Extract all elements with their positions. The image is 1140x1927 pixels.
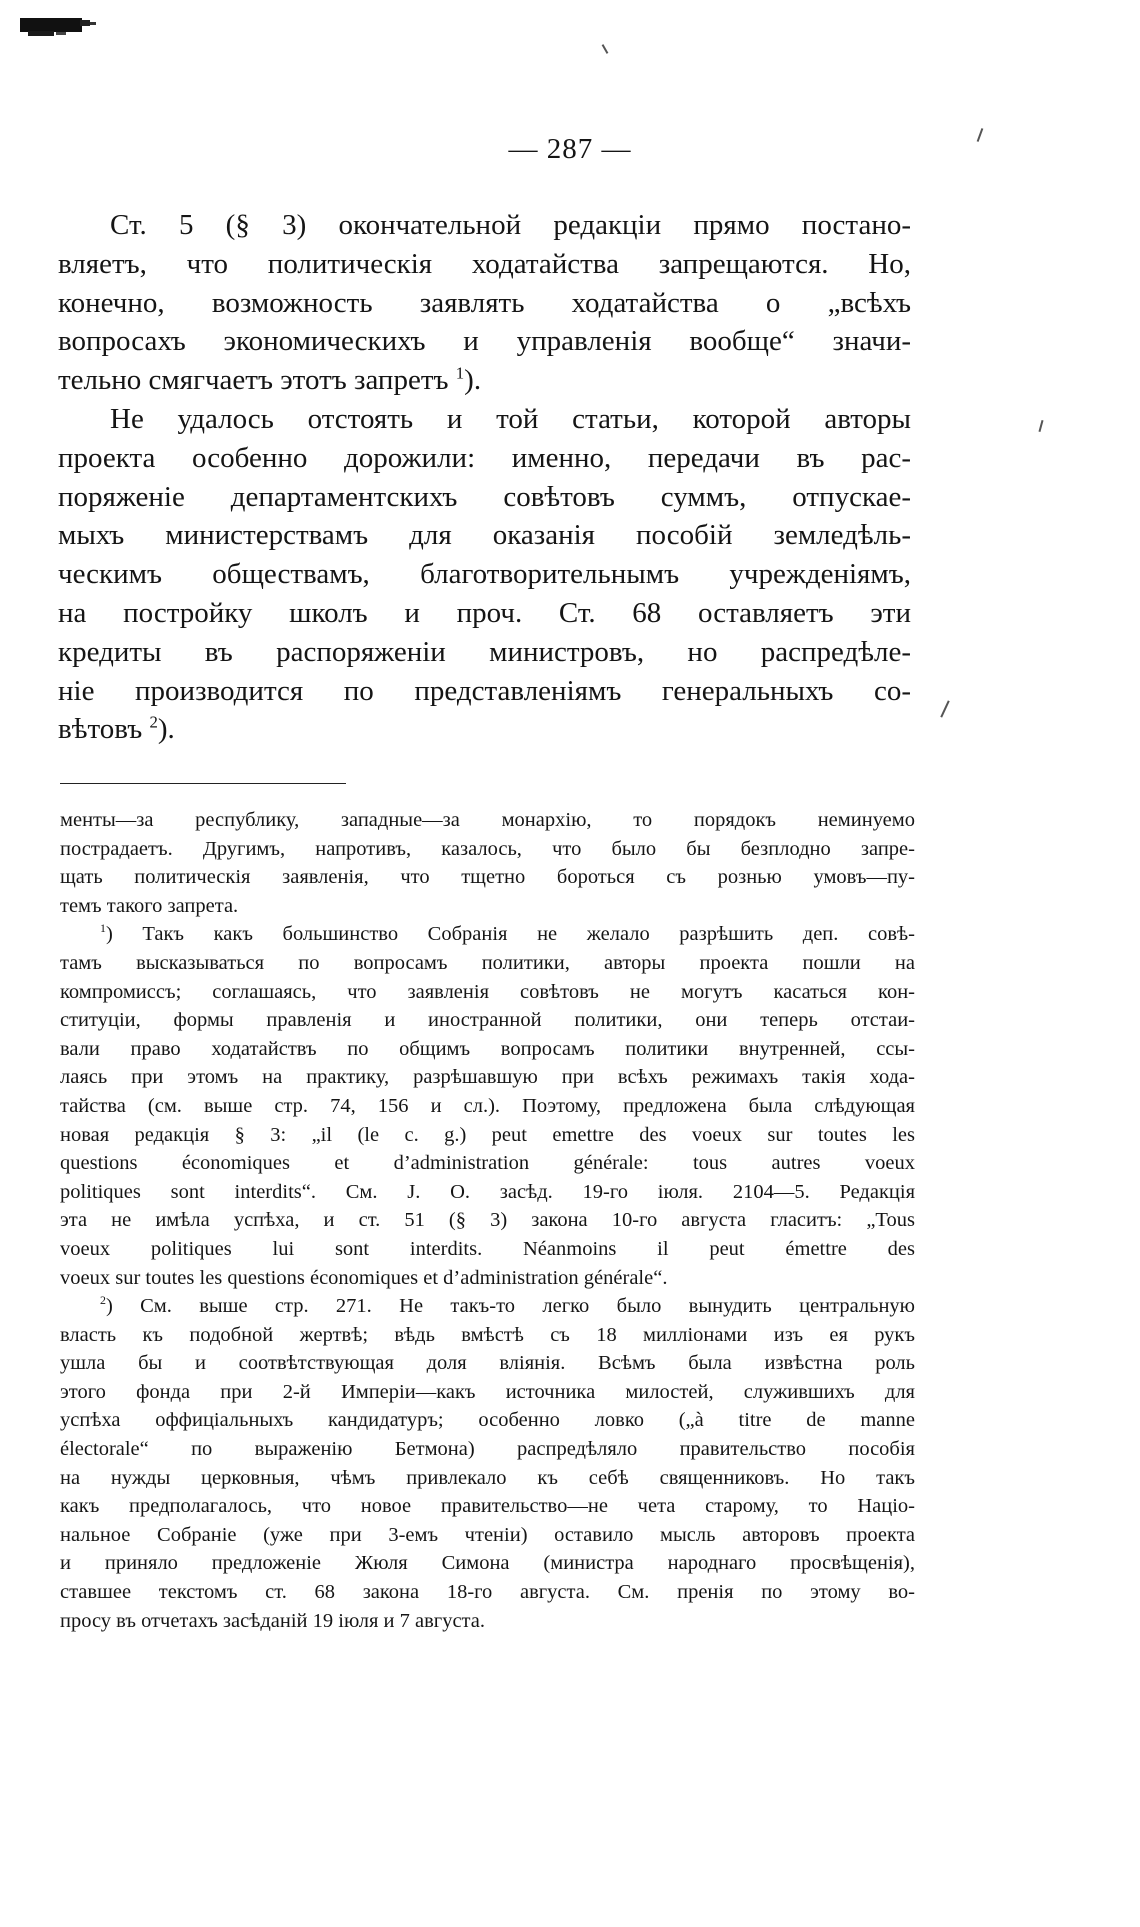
footnote-line [60,1292,915,1321]
footnote-continuation [60,806,915,920]
footnote-line: щать политическія заявленія, что тщетно бороться съ рознью умовъ—пу- [60,866,915,889]
text-line-body: вѣтовъ [58,713,143,746]
text-line [58,710,911,749]
footnote-ref: 1 [455,363,465,383]
footnotes [60,806,915,1635]
footnote-line: просу въ отчетахъ засѣданій 19 іюля и 7 августа. [60,1609,485,1632]
footnote-line: власть къ подобной жертвѣ; вѣдь вмѣстѣ съ 18 милліонами изъ ея рукъ [60,1323,915,1346]
text-line-body: тельно смягчаетъ этотъ запретъ [58,364,449,397]
footnote-line: этого фонда при 2-й Имперіи—какъ источника милостей, служившихъ для [60,1380,915,1403]
footnote-line: и приняло предложеніе Жюля Симона (министра народнаго просвѣщенія), [60,1552,915,1575]
text-line: ческимъ обществамъ, благотворительнымъ учрежденіямъ, [58,558,911,591]
footnote-marker: 2 [100,1293,106,1308]
footnote-line-body: ) См. выше стр. 271. Не такъ-то легко было вынудить центральную [105,1295,915,1318]
footnote-line: questions économiques et d’administration générale: tous autres voeux [60,1152,915,1175]
footnote-line: ушла бы и соотвѣтствующая доля вліянія. Всѣмъ была извѣстна роль [60,1352,915,1375]
footnote-line-body: ) Такъ какъ большинство Собранія не желало разрѣшить деп. совѣ- [105,923,915,946]
scan-speck [602,44,609,54]
footnote-1 [60,920,915,1292]
footnote-line: вали право ходатайствъ по общимъ вопросамъ политики внутренней, ссы- [60,1037,915,1060]
footnote-line: politiques sont interdits“. См. J. O. засѣд. 19-го іюля. 2104—5. Редакція [60,1180,915,1203]
library-stamp-mark [20,16,102,38]
text-line: проекта особенно дорожили: именно, передачи въ рас- [58,441,911,474]
text-line-tail: ). [464,364,482,397]
footnote-line: менты—за республику, западные—за монархію, то порядокъ неминуемо [60,809,915,831]
text-line [58,361,911,400]
text-line: конечно, возможность заявлять ходатайства о „всѣхъ [58,286,911,319]
footnote-line: темъ такого запрета. [60,894,239,917]
footnote-line: лаясь при этомъ на практику, разрѣшавшую при всѣхъ режимахъ такія хода- [60,1066,915,1089]
footnote-ref: 2 [149,712,158,732]
text-line: поряженіе департаментскихъ совѣтовъ суммъ, отпускае- [58,480,911,513]
footnote-line: voeux politiques lui sont interdits. Néanmoins il peut émettre des [60,1237,915,1260]
footnote-line: ституціи, формы правленія и иностранной политики, они теперь отстаи- [60,1009,915,1032]
text-line-tail: ). [157,713,175,746]
footnote-2 [60,1292,915,1635]
scan-speck [1038,420,1043,432]
text-line: вляетъ, что политическія ходатайства запрещаются. Но, [58,247,911,280]
footnote-line: voeux sur toutes les questions économiques et d’administration générale“. [60,1266,668,1289]
text-line: кредиты въ распоряженіи министровъ, но распредѣле- [58,635,911,668]
scan-speck [940,700,949,717]
paragraph [58,400,911,749]
footnote-line: компромиссъ; соглашаясь, что заявленія совѣтовъ не могутъ касаться кон- [60,980,915,1003]
footnote-line: успѣха оффиціальныхъ кандидатуръ; особенно ловко („à titre de manne [60,1409,915,1432]
footnote-line: тайства (см. выше стр. 74, 156 и сл.). Поэтому, предложена была слѣдующая [60,1094,915,1117]
footnote-line: какъ предполагалось, что новое правительство—не чета старому, то Націо- [60,1495,915,1518]
text-line: Ст. 5 (§ 3) окончательной редакціи прямо постано- [110,209,911,241]
footnote-line: на нужды церковныя, чѣмъ привлекало къ себѣ священниковъ. Но такъ [60,1466,915,1489]
footnote-line: нальное Собраніе (уже при 3-емъ чтеніи) оставило мысль авторовъ проекта [60,1523,915,1546]
footnote-line: électorale“ по выраженію Бетмона) распредѣляло правительство пособія [60,1438,915,1461]
footnote-line: ставшее текстомъ ст. 68 закона 18-го августа. См. пренія по этому во- [60,1581,915,1604]
page-number: — 287 — [508,133,632,165]
text-line: ніе производится по представленіямъ генеральныхъ со- [58,674,911,707]
footnote-line: пострадаетъ. Другимъ, напротивъ, казалось, что было бы безплодно запре- [60,837,915,860]
main-text [58,206,911,749]
paragraph [58,206,911,400]
footnote-line [60,920,915,949]
text-line: на постройку школъ и проч. Ст. 68 оставляетъ эти [58,596,911,629]
footnote-line: эта не имѣла успѣха, и ст. 51 (§ 3) закона 10-го августа гласитъ: „Tous [60,1209,915,1232]
footnote-line: тамъ высказываться по вопросамъ политики, авторы проекта пошли на [60,951,915,974]
text-line: Не удалось отстоять и той статьи, которой авторы [110,402,911,435]
text-line: мыхъ министерствамъ для оказанія пособій земледѣль- [58,519,911,552]
footnote-separator [60,783,346,784]
footnote-line: новая редакція § 3: „il (le c. g.) peut emettre des voeux sur toutes les [60,1123,915,1146]
footnote-marker: 1 [100,921,106,936]
text-line: вопросахъ экономическихъ и управленія вообще“ значи- [58,325,911,358]
